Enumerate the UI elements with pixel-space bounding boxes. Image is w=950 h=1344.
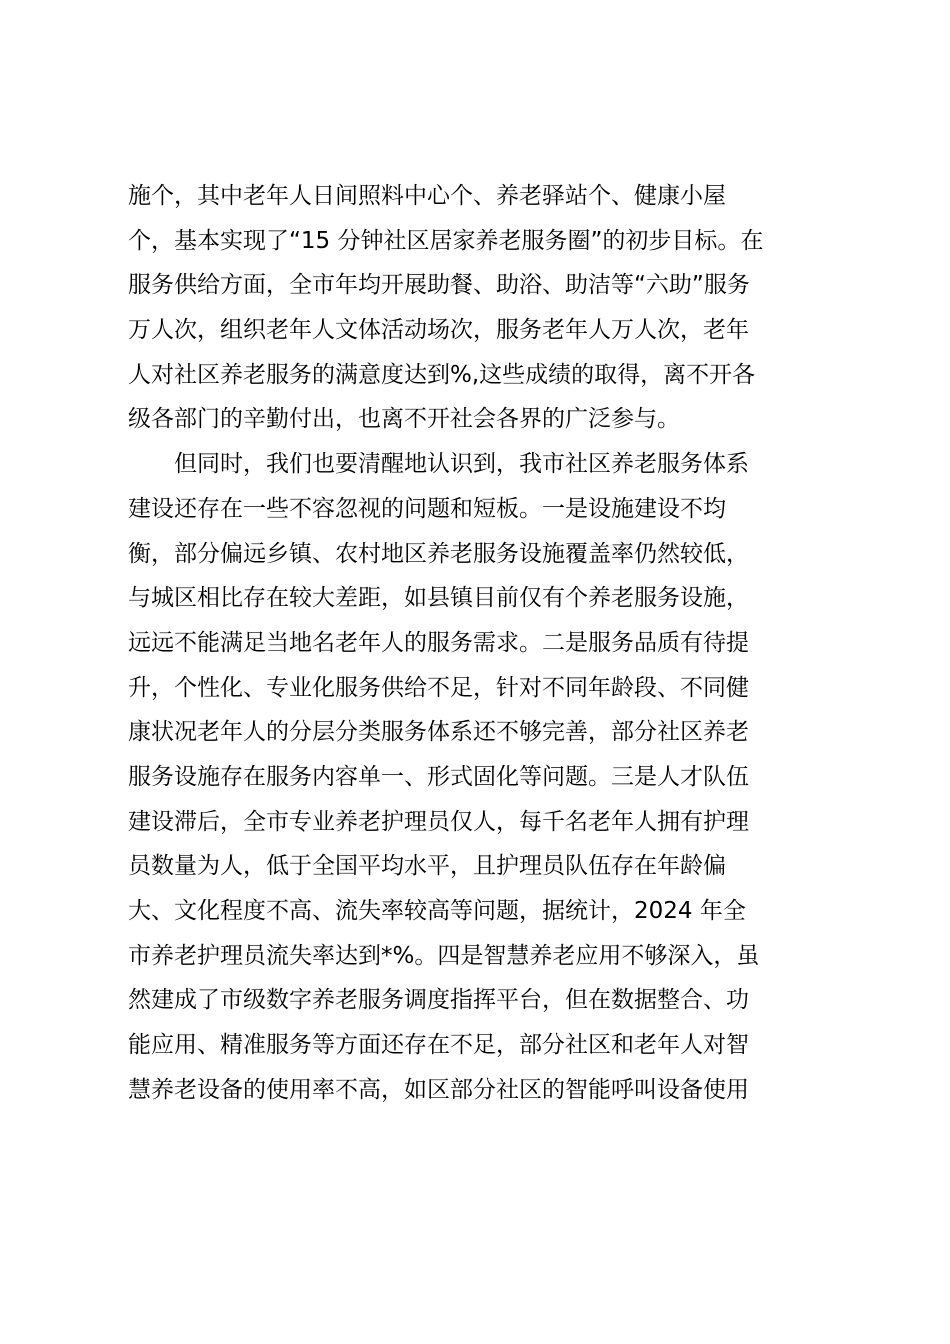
text-line-8: 建设还存在一些不容忽视的问题和短板。一是设施建设不均 [128,495,726,522]
text-line-15: 建设滞后，全市专业养老护理员仅人，每千名老年人拥有护理 [128,808,749,835]
text-line-21: 慧养老设备的使用率不高，如区部分社区的智能呼叫设备使用 [128,1076,749,1103]
text-line-11: 远远不能满足当地名老年人的服务需求。二是服务品质有待提 [128,629,749,656]
text-line-2: 个，基本实现了“15 分钟社区居家养老服务圈”的初步目标。在 [128,227,764,254]
text-line-13: 康状况老年人的分层分类服务体系还不够完善，部分社区养老 [128,719,749,746]
text-line-18: 市养老护理员流失率达到*%。四是智慧养老应用不够深入，虽 [128,942,760,969]
text-line-16: 员数量为人，低于全国平均水平，且护理员队伍存在年龄偏 [128,853,726,880]
text-line-9: 衡，部分偏远乡镇、农村地区养老服务设施覆盖率仍然较低， [128,540,749,567]
text-line-7: 但同时，我们也要清醒地认识到，我市社区养老服务体系 [174,451,749,478]
body-text [128,174,838,1112]
text-line-12: 升，个性化、专业化服务供给不足，针对不同年龄段、不同健 [128,674,749,701]
text-line-10: 与城区相比存在较大差距，如县镇目前仅有个养老服务设施， [128,585,749,612]
text-line-20: 能应用、精准服务等方面还存在不足，部分社区和老年人对智 [128,1032,749,1059]
text-line-6: 级各部门的辛勤付出，也离不开社会各界的广泛参与。 [128,406,680,433]
text-line-17: 大、文化程度不高、流失率较高等问题，据统计，2024 年全 [128,898,746,924]
text-line-4: 万人次，组织老年人文体活动场次，服务老年人万人次，老年 [128,317,749,344]
text-line-3: 服务供给方面，全市年均开展助餐、助浴、助洁等“六助”服务 [128,272,750,299]
text-line-1: 施个，其中老年人日间照料中心个、养老驿站个、健康小屋 [128,183,726,209]
text-line-5: 人对社区养老服务的满意度达到%,这些成绩的取得，离不开各 [128,361,756,388]
text-line-14: 服务设施存在服务内容单一、形式固化等问题。三是人才队伍 [128,763,749,790]
text-line-19: 然建成了市级数字养老服务调度指挥平台，但在数据整合、功 [128,987,749,1014]
